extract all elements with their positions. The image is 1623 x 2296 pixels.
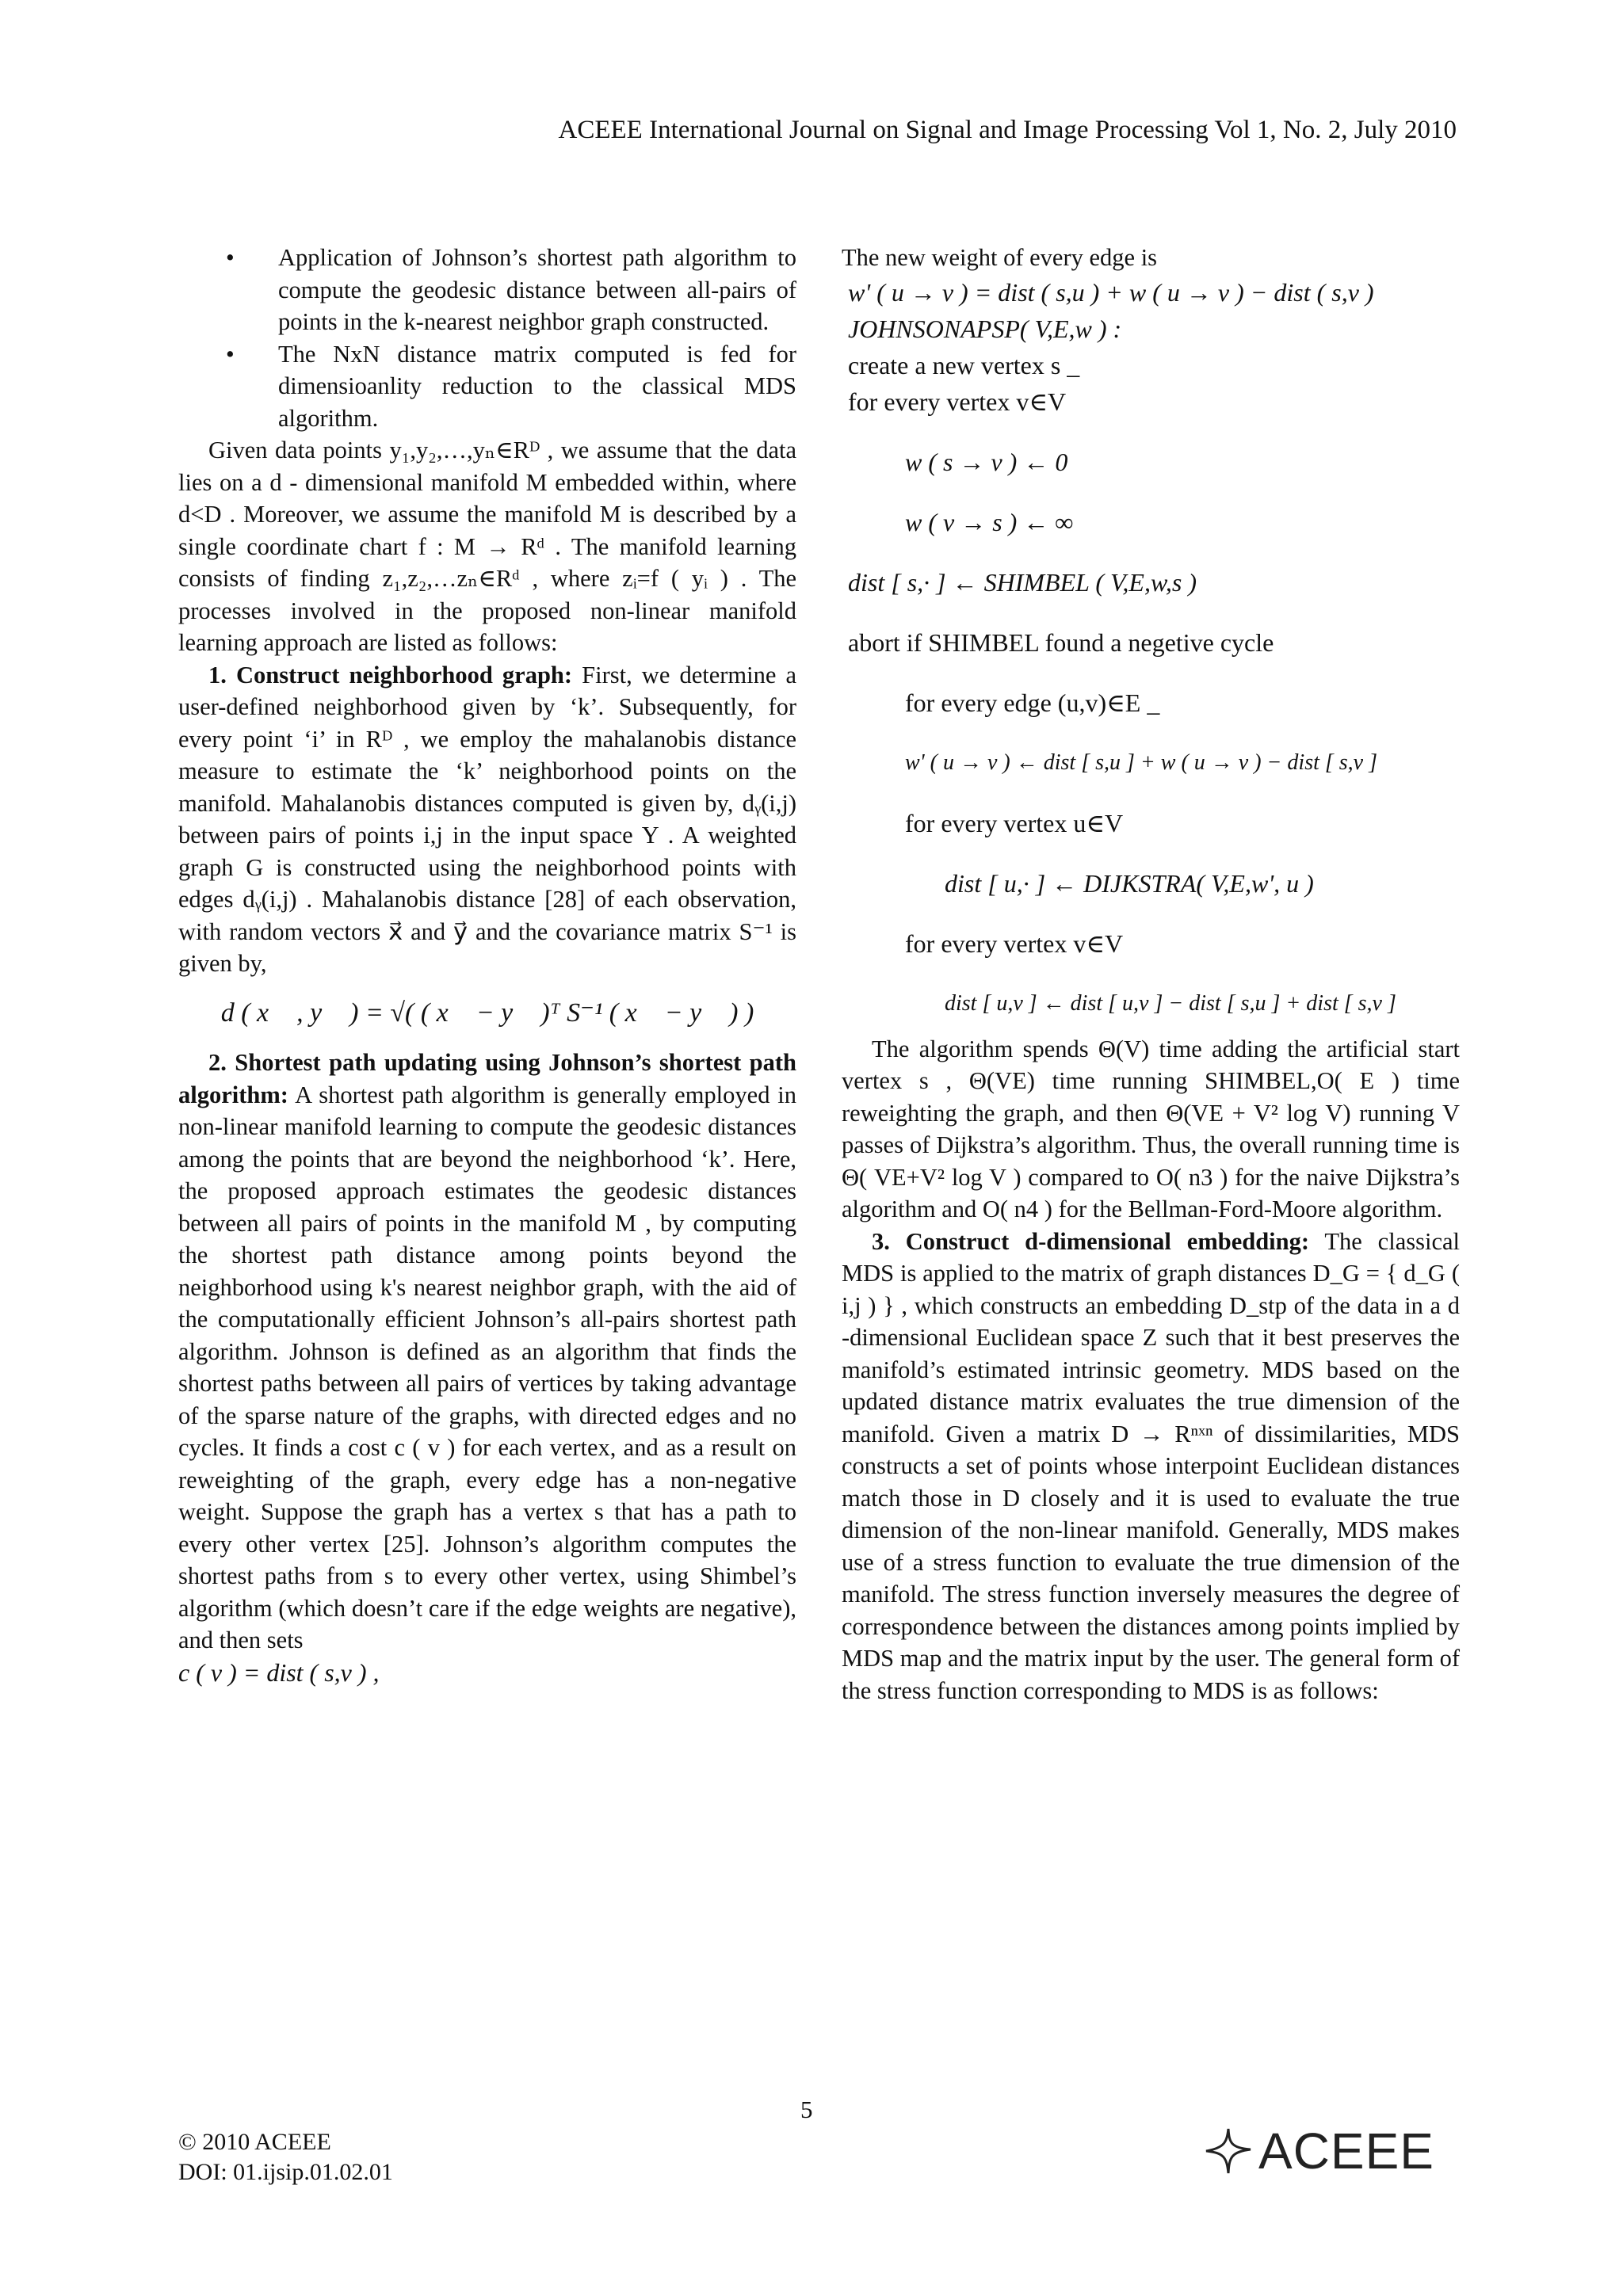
logo-text: ACEEE: [1258, 2122, 1434, 2180]
step2-text: A shortest path algorithm is generally employed in non-linear manifold learning to compute the geodesic distances among the points that are beyond the neighborhood ‘k’. Here, the proposed approach estimates the geodesic distances between all pairs of points in the manifold M , by computing the shortest path distance among points beyond the neighborhood using k's nearest neighbor graph, with the aid of the computationally efficient Johnson’s all-pairs shortest path algorithm. Johnson is defined as an algorithm that finds the shortest paths between all pairs of vertices by taking advantage of the sparse nature of the graphs, with directed edges and no cycles. It finds a cost c ( v ) for each vertex, and as a result on reweighting of the graph, every edge has a non-negative weight. Suppose the graph has a vertex s that has a path to every other vertex [25]. Johnson’s algorithm computes the shortest paths from s to every other vertex, using Shimbel’s algorithm (which doesn’t care if the edge weights are negative), and then sets: [178, 1081, 796, 1653]
list-item: [178, 242, 796, 338]
step3-paragraph: [842, 1226, 1460, 1707]
algo-line: dist [ s,· ] ← SHIMBEL ( V,E,w,s ): [848, 567, 1197, 597]
algo-line: for every edge (u,v)∈E _: [905, 688, 1160, 717]
copyright: © 2010 ACEEE: [178, 2129, 331, 2155]
left-column: [178, 242, 796, 1688]
johnson-algorithm: [842, 274, 1460, 1022]
algo-line: dist [ u,v ] ← dist [ u,v ] − dist [ s,u ] + dist [ s,v ]: [945, 990, 1396, 1016]
step3-text: The classical MDS is applied to the matrix of graph distances D_G = { d_G ( i,j ) } , which constructs an embedding D_stp of the data in a d -dimensional Euclidean space Z such that it best preserves the manifold’s estimated intrinsic geometry. MDS based on the updated distance matrix evaluates the true dimension of the manifold. Given a matrix D → Rⁿˣⁿ of dissimilarities, MDS constructs a set of points whose interpoint Euclidean distances match those in D closely and it is used to evaluate the true dimension of the non-linear manifold. Generally, MDS makes use of a stress function to evaluate the true dimension of the manifold. The stress function inversely measures the degree of correspondence between the distances among points implied by MDS map and the matrix input by the user. The general form of the stress function corresponding to MDS is as follows:: [842, 1227, 1460, 1704]
step3-title: 3. Construct d-dimensional embedding:: [872, 1227, 1309, 1255]
list-item: [178, 338, 796, 435]
bullet-icon: •: [226, 244, 235, 271]
step2-title: 2. Shortest path updating using Johnson’s shortest path algorithm:: [178, 1049, 796, 1108]
doi: DOI: 01.ijsip.01.02.01: [178, 2159, 393, 2185]
step2-paragraph: [178, 1047, 796, 1657]
step1-title: 1. Construct neighborhood graph:: [208, 661, 573, 688]
algo-line: w ( v → s ) ← ∞: [905, 507, 1074, 536]
runtime-paragraph: The algorithm spends Θ(V) time adding the artificial start vertex s , Θ(VE) time running SHIMBEL,O( E ) time reweighting the graph, and then Θ(VE + V² log V) running V passes of Dijkstra’s algorithm. Thus, the overall running time is Θ( VE+V² log V ) compared to O( n3 ) for the naive Dijkstra’s algorithm and O( n4 ) for the Bellman-Ford-Moore algorithm.: [842, 1035, 1460, 1222]
mahalanobis-equation: d ( x⃗ , y⃗ ) = √( ( x⃗ − y⃗ )ᵀ S⁻¹ ( x⃗ − y⃗ ) ): [220, 997, 754, 1028]
step1-paragraph: [178, 659, 796, 980]
footer: [178, 2127, 393, 2187]
algo-line: create a new vertex s _: [848, 350, 1080, 379]
contribution-list: [178, 242, 796, 434]
algo-line: abort if SHIMBEL found a negetive cycle: [848, 627, 1274, 657]
algo-line: for every vertex v∈V: [905, 929, 1124, 958]
cost-equation: c ( v ) = dist ( s,v ) ,: [178, 1657, 380, 1687]
algo-line: JOHNSONAPSP( V,E,w ) :: [848, 314, 1122, 343]
step1-text: First, we determine a user-defined neighborhood given by ‘k’. Subsequently, for every point ‘i’ in Rᴰ , we employ the mahalanobis distance measure to estimate the ‘k’ neighborhood points on the manifold. Mahalanobis distances computed is given by, dᵧ(i,j) between pairs of points i,j in the input space Y . A weighted graph G is constructed using the neighborhood points with edges dᵧ(i,j) . Mahalanobis distance [28] of each observation, with random vectors x⃗ and y⃗ and the covariance matrix S⁻¹ is given by,: [178, 661, 797, 977]
bullet-text-2: The NxN distance matrix computed is fed for dimensioanlity reduction to the classical MDS algorithm.: [278, 340, 796, 432]
algo-line: for every vertex v∈V: [848, 387, 1067, 416]
aceee-star-icon: [1203, 2126, 1254, 2176]
reweight-intro: The new weight of every edge is: [842, 244, 1158, 271]
algo-line: w' ( u → v ) = dist ( s,u ) + w ( u → v ) − dist ( s,v ): [848, 277, 1374, 307]
page-number: 5: [800, 2096, 813, 2123]
bullet-text-1: Application of Johnson’s shortest path algorithm to compute the geodesic distance between all-pairs of points in the k-nearest neighbor graph constructed.: [278, 244, 796, 335]
algo-line: dist [ u,· ] ← DIJKSTRA( V,E,w', u ): [945, 868, 1314, 898]
aceee-logo: [1203, 2122, 1434, 2180]
bullet-icon: •: [226, 340, 235, 368]
intro-paragraph: Given data points y₁,y₂,…,yₙ∈Rᴰ , we assume that the data lies on a d - dimensional manifold M embedded within, where d<D . Moreover, we assume the manifold M is described by a single coordinate chart f : M → Rᵈ . The manifold learning consists of finding z₁,z₂,…zₙ∈Rᵈ , where zᵢ=f ( yᵢ ) . The processes involved in the proposed non-linear manifold learning approach are listed as follows:: [178, 437, 796, 656]
algo-line: w ( s → v ) ← 0: [905, 447, 1068, 476]
running-header: ACEEE International Journal on Signal and Image Processing Vol 1, No. 2, July 2010: [558, 116, 1457, 144]
right-column: [842, 242, 1460, 1707]
algo-line: for every vertex u∈V: [905, 808, 1124, 837]
algo-line: w' ( u → v ) ← dist [ s,u ] + w ( u → v ) − dist [ s,v ]: [905, 749, 1377, 775]
